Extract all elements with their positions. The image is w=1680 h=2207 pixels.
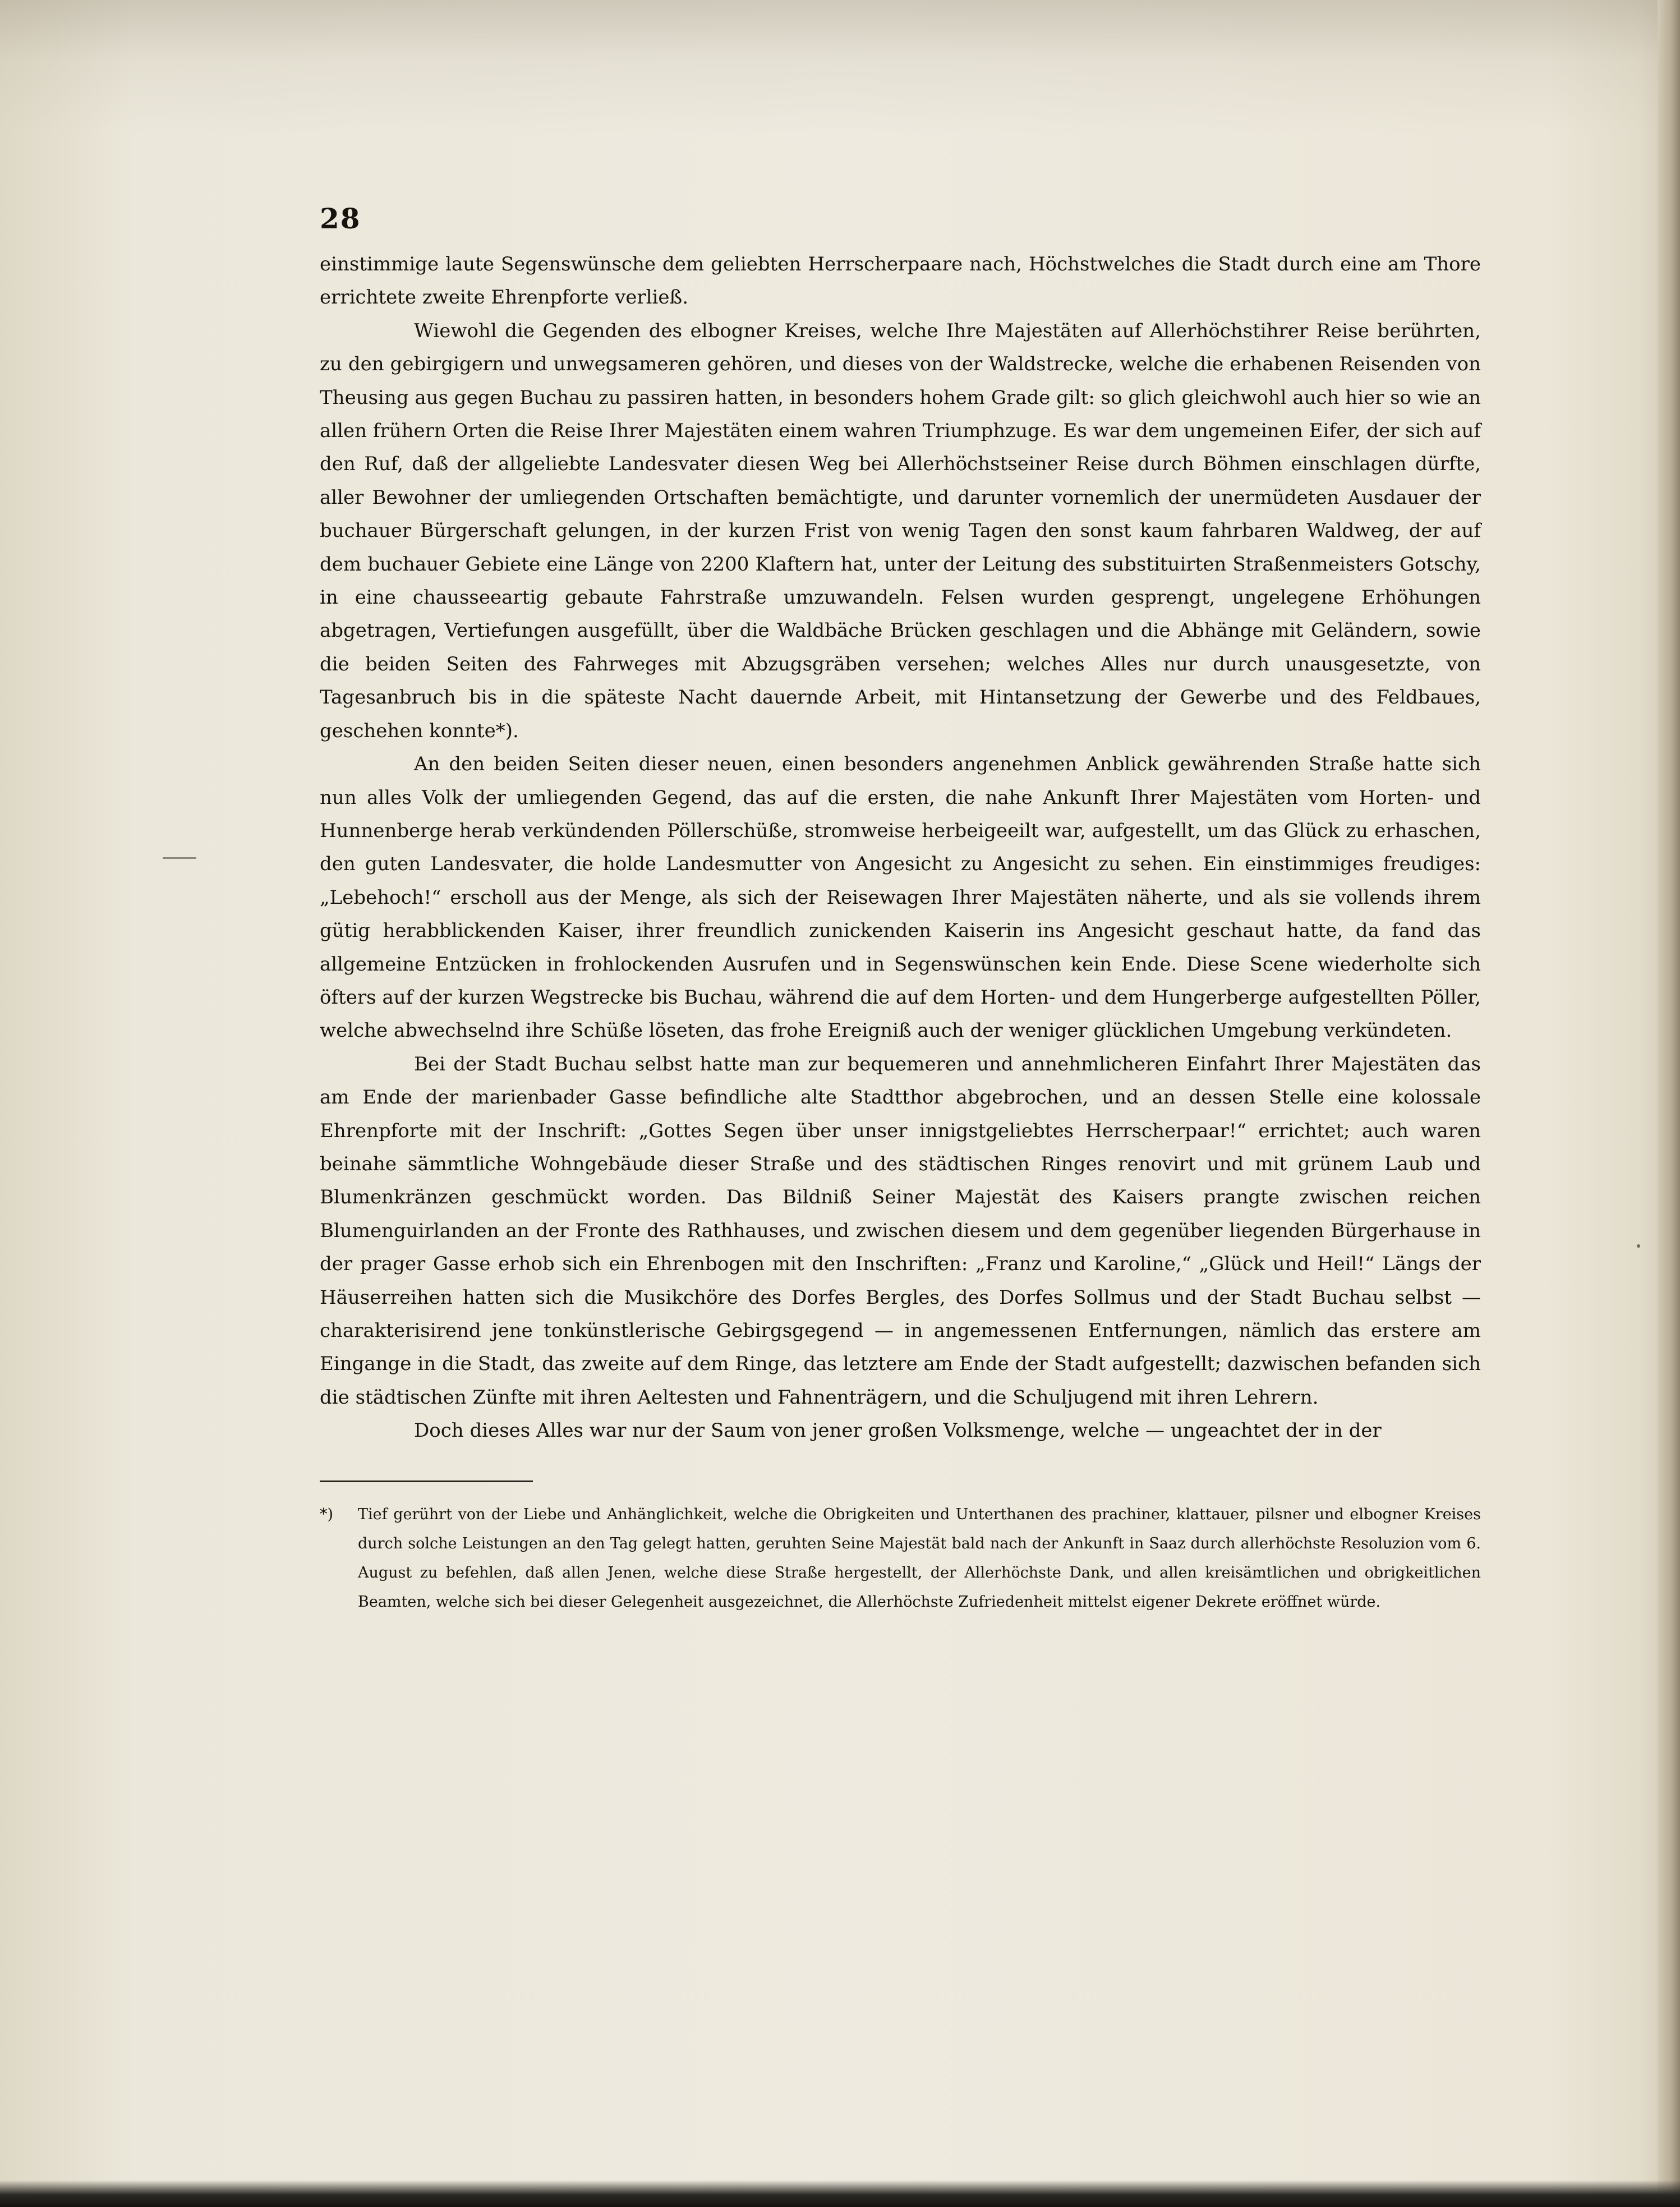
- paragraph: Bei der Stadt Buchau selbst hatte man zur bequemeren und annehmlicheren Einfahrt Ihrer Majestäten das am Ende der marienbader Gasse befindliche alte Stadtthor abgebrochen, und an dessen Stelle eine kolossale Ehrenpforte mit der Inschrift: „Gottes Segen über unser innigstgeliebtes Herrscherpaar!“ errichtet; auch waren beinahe sämmtliche Wohngebäude dieser Straße und des städtischen Ringes renovirt und mit grünem Laub und Blumenkränzen geschmückt worden. Das Bildniß Seiner Majestät des Kaisers prangte zwischen reichen Blumenguirlanden an der Fronte des Rathhauses, und zwischen diesem und dem gegenüber liegenden Bürgerhause in der prager Gasse erhob sich ein Ehrenbogen mit den Inschriften: „Franz und Karoline,“ „Glück und Heil!“ Längs der Häuserreihen hatten sich die Musikchöre des Dorfes Bergles, des Dorfes Sollmus und der Stadt Buchau selbst — charakterisirend jene tonkünstlerische Gebirgsgegend — in angemessenen Entfernungen, nämlich das erstere am Eingange in die Stadt, das zweite auf dem Ringe, das letztere am Ende der Stadt aufgestellt; dazwischen befanden sich die städtischen Zünfte mit ihren Aeltesten und Fahnenträgern, und die Schuljugend mit ihren Lehrern.: [320, 1052, 1481, 1409]
- footnote: [320, 1500, 1481, 1617]
- paper-speck: [1637, 1244, 1640, 1248]
- footnote-text: Tief gerührt von der Liebe und Anhänglichkeit, welche die Obrigkeiten und Unterthanen des prachiner, klattauer, pilsner und elbogner Kreises durch solche Leistungen an den Tag gelegt hatten, geruhten Seine Majestät bald nach der Ankunft in Saaz durch allerhöchste Resoluzion vom 6. August zu befehlen, daß allen Jenen, welche diese Straße hergestellt, der Allerhöchste Dank, und allen kreisämtlichen und obrigkeitlichen Beamten, welche sich bei dieser Gelegenheit ausgezeichnet, die Allerhöchste Zufriedenheit mittelst eigener Dekrete eröffnet würde.: [358, 1505, 1481, 1611]
- footnote-paragraph: [320, 1500, 1481, 1617]
- footnote-marker: *): [320, 1505, 334, 1523]
- paragraph: einstimmige laute Segenswünsche dem geliebten Herrscherpaare nach, Höchstwelches die Stadt durch eine am Thore errichtete zweite Ehrenpforte verließ.: [320, 253, 1481, 309]
- page-content: [320, 202, 1481, 1617]
- paragraph: Doch dieses Alles war nur der Saum von jener großen Volksmenge, welche — ungeachtet der in der: [414, 1419, 1382, 1442]
- top-shadow: [0, 0, 1680, 135]
- footnote-rule: [320, 1480, 533, 1482]
- page-bottom-edge: [0, 2180, 1680, 2207]
- body-text: [320, 248, 1481, 1448]
- paragraph: An den beiden Seiten dieser neuen, einen besonders angenehmen Anblick gewährenden Straße hatte sich nun alles Volk der umliegenden Gegend, das auf die ersten, die nahe Ankunft Ihrer Majestäten vom Horten- und Hunnenberge herab verkündenden Pöllerschüße, stromweise herbeigeeilt war, aufgestellt, um das Glück zu erhaschen, den guten Landesvater, die holde Landesmutter von Angesicht zu Angesicht zu sehen. Ein einstimmiges freudiges: „Lebehoch!“ erscholl aus der Menge, als sich der Reisewagen Ihrer Majestäten näherte, und als sie vollends ihrem gütig herabblickenden Kaiser, ihrer freundlich zunickenden Kaiserin ins Angesicht geschaut hatte, da fand das allgemeine Entzücken in frohlockenden Ausrufen und in Segenswünschen kein Ende. Diese Scene wiederholte sich öfters auf der kurzen Wegstrecke bis Buchau, während die auf dem Horten- und dem Hungerberge aufgestellten Pöller, welche abwechselnd ihre Schüße löseten, das frohe Ereigniß auch der weniger glücklichen Umgebung verkündeten.: [320, 753, 1481, 1042]
- page-number: 28: [320, 202, 361, 235]
- margin-mark: [163, 857, 196, 859]
- book-spine-edge: [1658, 0, 1680, 2207]
- paragraph: Wiewohl die Gegenden des elbogner Kreises, welche Ihre Majestäten auf Allerhöchstihrer Reise berührten, zu den gebirgigern und unwegsameren gehören, und dieses von der Waldstrecke, welche die erhabenen Reisenden von Theusing aus gegen Buchau zu passiren hatten, in besonders hohem Grade gilt: so glich gleichwohl auch hier so wie an allen frühern Orten die Reise Ihrer Majestäten einem wahren Triumphzuge. Es war dem ungemeinen Eifer, der sich auf den Ruf, daß der allgeliebte Landesvater diesen Weg bei Allerhöchstseiner Reise durch Böhmen einschlagen dürfte, aller Bewohner der umliegenden Ortschaften bemächtigte, und darunter vornemlich der unermüdeten Ausdauer der buchauer Bürgerschaft gelungen, in der kurzen Frist von wenig Tagen den sonst kaum fahrbaren Waldweg, der auf dem buchauer Gebiete eine Länge von 2200 Klaftern hat, unter der Leitung des substituirten Straßenmeisters Gotschy, in eine chausseeartig gebaute Fahrstraße umzuwandeln. Felsen wurden gesprengt, ungelegene Erhöhungen abgetragen, Vertiefungen ausgefüllt, über die Waldbäche Brücken geschlagen und die Abhänge mit Geländern, sowie die beiden Seiten des Fahrweges mit Abzugsgräben versehen; welches Alles nur durch unausgesetzte, von Tagesanbruch bis in die späteste Nacht dauernde Arbeit, mit Hintansetzung der Gewerbe und des Feldbaues, geschehen konnte*).: [320, 319, 1481, 742]
